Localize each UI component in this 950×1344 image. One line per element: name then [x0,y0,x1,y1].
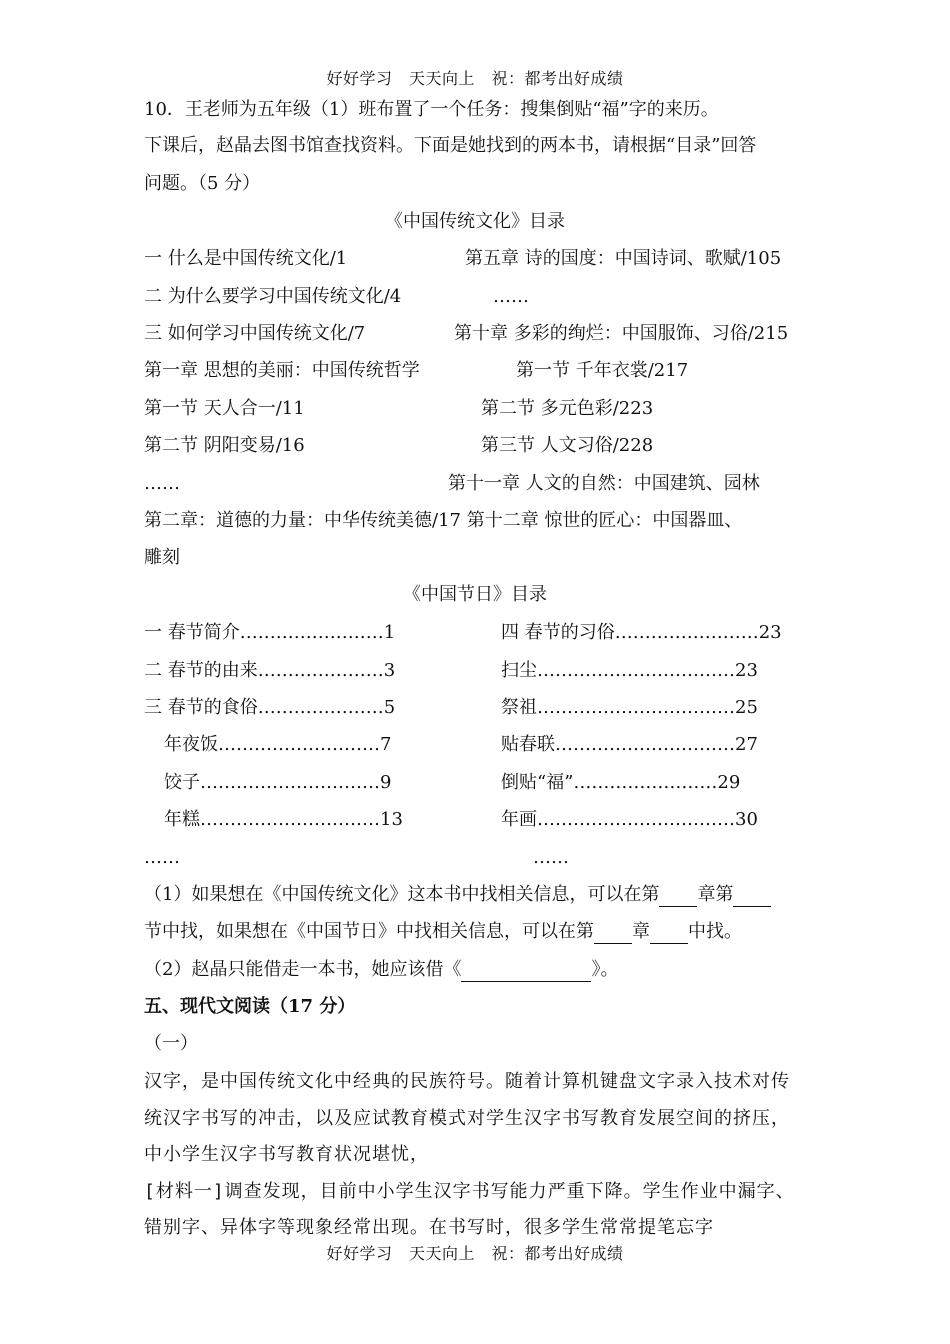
q1-text-c: 节中找，如果想在《中国节日》中找相关信息，可以在第 [144,921,594,942]
passage-line: 统汉字书写的冲击，以及应试教育模式对学生汉字书写教育发展空间的挤压， [144,1108,790,1129]
passage-line: 中小学生汉字书写教育状况堪忧， [144,1144,429,1165]
book1-left-item: 二 为什么要学习中国传统文化/4 [144,286,402,307]
book1-wrap-line: 第二章：道德的力量：中华传统美德/17 第十二章 惊世的匠心：中国器皿、 [144,510,743,531]
page-footer: 好好学习 天天向上 祝：都考出好成绩 [326,1244,624,1263]
book1-wrap-tail: 雕刻 [144,547,180,568]
book1-left-item: …… [144,473,180,494]
q10-line-3: 问题。（5 分） [144,173,261,194]
q1-text-b: 章第 [697,884,734,905]
book2-left-item: 一 春节简介……………………1 [144,622,396,643]
q1-text-a: （1）如果想在《中国传统文化》这本书中找相关信息，可以在第 [144,884,660,905]
q1-text-d: 章 [632,921,650,942]
book2-left-item: 二 春节的由来…………………3 [144,660,396,681]
question-2 [144,958,618,982]
book2-left-item: 年糕…………………………13 [164,809,403,830]
question-1-line-1 [144,883,771,907]
passage-line: [材料一]调查发现，目前中小学生汉字书写能力严重下降。学生作业中漏字、 [144,1181,795,1202]
book2-title: 《中国节日》目录 [403,584,547,605]
section-subheading: （一） [144,1033,198,1054]
passage-line: 汉字，是中国传统文化中经典的民族符号。随着计算机键盘文字录入技术对传 [144,1071,790,1092]
section-heading: 五、现代文阅读（17 分） [144,996,356,1017]
q2-text-a: （2）赵晶只能借走一本书，她应该借《 [144,959,462,980]
book2-right-item: 祭祖……………………………25 [501,697,758,718]
book2-right-item: 扫尘……………………………23 [501,660,758,681]
book1-right-item: 第五章 诗的国度：中国诗词、歌赋/105 [465,248,782,269]
book1-left-item: 第二节 阴阳变易/16 [144,435,305,456]
answer-blank-section[interactable] [733,886,771,907]
book1-left-item: 三 如何学习中国传统文化/7 [144,323,366,344]
book2-right-item: 四 春节的习俗……………………23 [501,622,782,643]
book2-right-item: 贴春联…………………………27 [501,734,758,755]
book1-right-item: 第二节 多元色彩/223 [481,398,654,419]
passage-line: 错别字、异体字等现象经常出现。在书写时，很多学生常常提笔忘字 [144,1217,714,1238]
book2-left-item: 饺子…………………………9 [164,772,392,793]
book1-left-item: 第一节 天人合一/11 [144,398,305,419]
answer-blank-book-title[interactable] [461,961,591,982]
book1-right-item: 第十章 多彩的绚烂：中国服饰、习俗/215 [454,323,789,344]
book2-right-item: 倒贴“福”……………………29 [501,772,741,793]
question-1-line-2 [144,920,742,944]
book1-left-item: 一 什么是中国传统文化/1 [144,248,348,269]
book2-left-item: …… [144,847,180,868]
q10-line-1: 10．王老师为五年级（1）班布置了一个任务：搜集倒贴“福”字的来历。 [144,99,719,120]
book1-left-item: 第一章 思想的美丽：中国传统哲学 [144,360,420,381]
book1-right-item: 第一节 千年衣裳/217 [516,360,689,381]
book1-right-item: 第三节 人文习俗/228 [481,435,654,456]
book2-left-item: 年夜饭………………………7 [164,734,392,755]
book2-left-item: 三 春节的食俗…………………5 [144,697,396,718]
answer-blank-book2-chapter[interactable] [594,923,632,944]
book1-title: 《中国传统文化》目录 [385,211,565,232]
q10-line-2: 下课后，赵晶去图书馆查找资料。下面是她找到的两本书，请根据“目录”回答 [144,135,757,156]
answer-blank-book2-item[interactable] [650,923,688,944]
answer-blank-chapter[interactable] [659,886,697,907]
book2-right-item: …… [533,847,569,868]
q2-text-b: 》。 [591,959,619,980]
q1-text-e: 中找。 [688,921,742,942]
page-header: 好好学习 天天向上 祝：都考出好成绩 [326,69,624,88]
book1-right-item: …… [493,286,529,307]
book1-right-item: 第十一章 人文的自然：中国建筑、园林 [448,473,760,494]
book2-right-item: 年画……………………………30 [501,809,758,830]
